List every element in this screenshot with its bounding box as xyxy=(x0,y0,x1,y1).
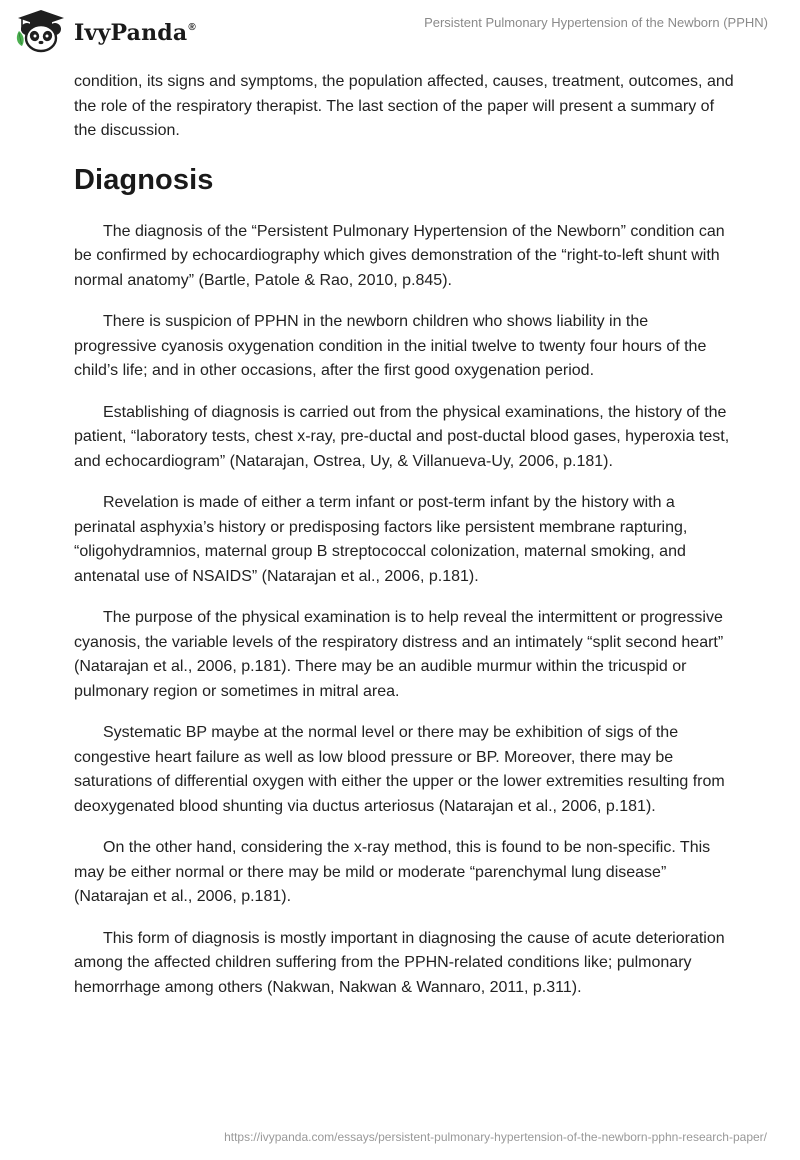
registered-mark: ® xyxy=(188,22,196,33)
ivypanda-logo[interactable] xyxy=(14,9,196,55)
paragraph-8: This form of diagnosis is mostly important in diagnosing the cause of acute deterioration among the affected children suffering from the PPHN-related conditions like; pulmonary hemorrhage among others (Nakwan, Nakwan & Wannaro, 2011, p.311). xyxy=(74,929,725,996)
panda-graduate-icon xyxy=(14,9,68,55)
paragraph-3: Establishing of diagnosis is carried out from the physical examinations, the history of the patient, “laboratory tests, chest x-ray, pre-ductal and post-ductal blood gases, hyperoxia test, and echocardiogram” (Natarajan, Ostrea, Uy, & Villanueva-Uy, 2006, p.181). xyxy=(74,403,730,470)
page-header xyxy=(0,0,800,66)
document-title: Persistent Pulmonary Hypertension of the Newborn (PPHN) xyxy=(424,15,768,30)
paragraph-5: The purpose of the physical examination is to help reveal the intermittent or progressive cyanosis, the variable levels of the respiratory distress and an intimately “split second heart” (Natarajan et al., 2006, p.181). There may be an audible murmur within the tricuspid or pulmonary region or sometimes in mitral area. xyxy=(74,609,724,700)
paragraph-2: There is suspicion of PPHN in the newborn children who shows liability in the progressive cyanosis oxygenation condition in the initial twelve to twenty four hours of the child’s life; and in other occasions, after the first good oxygenation period. xyxy=(74,313,707,379)
brand-text: IvyPanda xyxy=(74,20,188,46)
paragraph-7: On the other hand, considering the x-ray method, this is found to be non-specific. This may be either normal or there may be mild or moderate “parenchymal lung disease” (Natarajan et al., 2006, p.181). xyxy=(74,839,711,905)
paragraph-6: Systematic BP maybe at the normal level or there may be exhibition of sigs of the congestive heart failure as well as low blood pressure or BP. Moreover, there may be saturations of differential oxygen with either the upper or the lower extremities resulting from deoxygenated blood shunting via ductus arteriosus (Natarajan et al., 2006, p.181). xyxy=(74,724,725,815)
intro-paragraph-continued: condition, its signs and symptoms, the population affected, causes, treatment, outcomes, and the role of the respiratory therapist. The last section of the paper will present a summary of the discussion. xyxy=(74,73,734,139)
source-url[interactable]: https://ivypanda.com/essays/persistent-pulmonary-hypertension-of-the-newborn-pphn-research-paper/ xyxy=(224,1130,767,1144)
section-heading-diagnosis: Diagnosis xyxy=(74,163,214,196)
brand-name xyxy=(74,20,196,46)
paragraph-4: Revelation is made of either a term infant or post-term infant by the history with a perinatal asphyxia’s history or predisposing factors like persistent membrane rapturing, “oligohydramnios, maternal group B streptococcal colonization, maternal smoking, and antenatal use of NSAIDS” (Natarajan et al., 2006, p.181). xyxy=(74,494,688,585)
essay-body xyxy=(74,70,734,1017)
paragraph-1: The diagnosis of the “Persistent Pulmonary Hypertension of the Newborn” condition can be confirmed by echocardiography which gives demonstration of the “right-to-left shunt with normal anatomy” (Bartle, Patole & Rao, 2010, p.845). xyxy=(74,222,725,289)
